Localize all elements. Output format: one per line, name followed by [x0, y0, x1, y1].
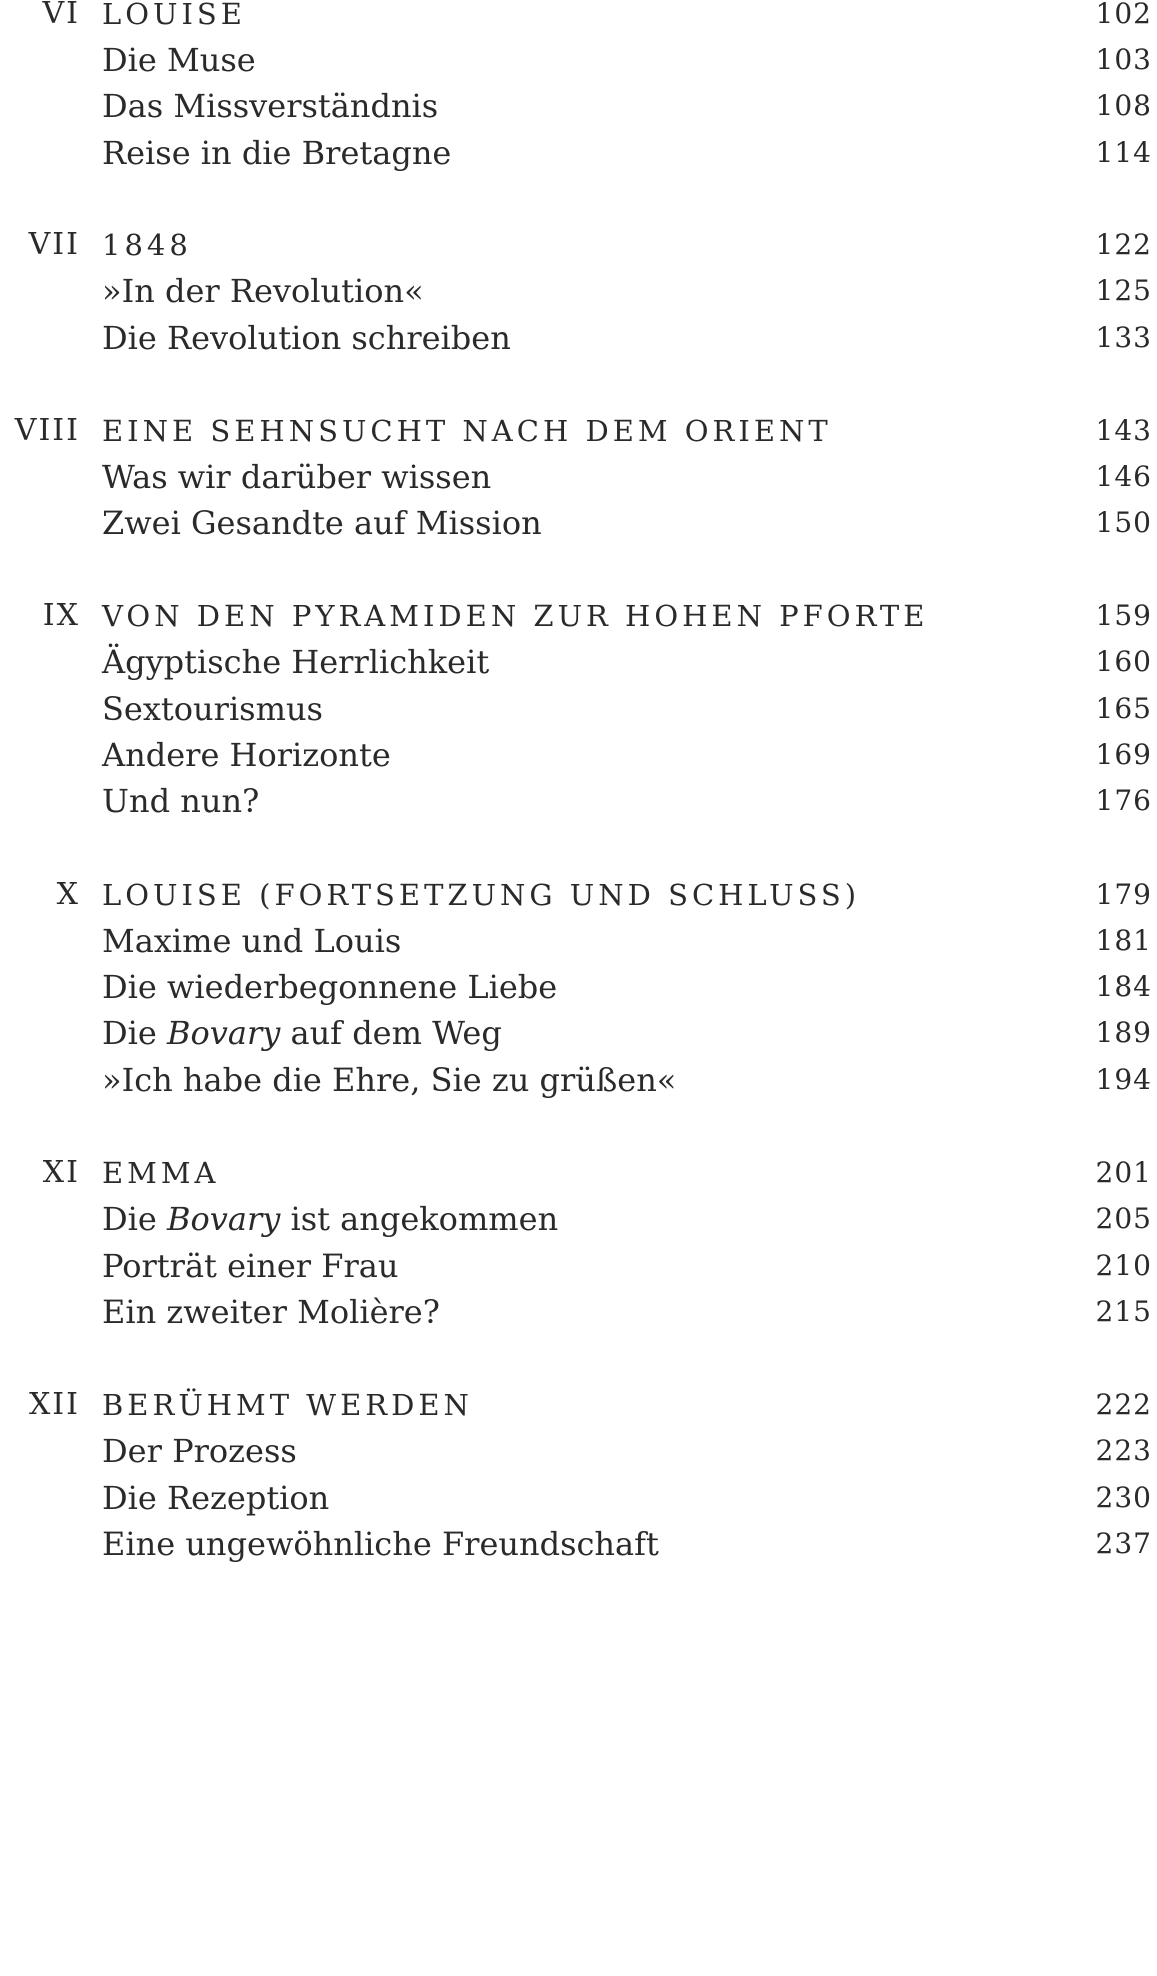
page-number: 159 — [1095, 599, 1152, 632]
page-number: 237 — [1095, 1527, 1152, 1560]
chapter-number: IX — [42, 598, 80, 633]
page-number: 215 — [1095, 1295, 1152, 1328]
section-row — [0, 493, 1157, 553]
section-title: Was wir darüber wissen — [102, 458, 492, 496]
section-title: Maxime und Louis — [102, 922, 402, 960]
section-title: Die Rezeption — [102, 1479, 330, 1517]
section-row — [0, 1050, 1157, 1110]
page-number: 150 — [1095, 506, 1152, 539]
page-number: 102 — [1095, 0, 1152, 30]
section-title: »Ich habe die Ehre, Sie zu grüßen« — [102, 1061, 677, 1099]
chapter-number: XII — [28, 1387, 80, 1422]
chapter-number: X — [56, 877, 80, 912]
chapter-number: XI — [42, 1155, 80, 1190]
section-title: Eine ungewöhnliche Freundschaft — [102, 1525, 659, 1563]
chapter-title: VON DEN PYRAMIDEN ZUR HOHEN PFORTE — [102, 599, 929, 633]
page-number: 176 — [1095, 784, 1152, 817]
page-number: 222 — [1095, 1388, 1152, 1421]
chapter-title: LOUISE (FORTSETZUNG UND SCHLUSS) — [102, 878, 861, 912]
section-row — [0, 771, 1157, 831]
page-number: 181 — [1095, 924, 1152, 957]
chapter-number: VIII — [14, 413, 80, 448]
section-title: Zwei Gesandte auf Mission — [102, 504, 542, 542]
page-number: 179 — [1095, 878, 1152, 911]
page-number: 114 — [1095, 136, 1152, 169]
section-title: Porträt einer Frau — [102, 1247, 399, 1285]
section-row — [0, 123, 1157, 183]
chapter-title: EMMA — [102, 1156, 220, 1190]
section-title: Das Missverständnis — [102, 87, 439, 125]
section-title: Die Bovary ist angekommen — [102, 1200, 559, 1238]
section-row — [0, 1282, 1157, 1342]
page-number: 210 — [1095, 1249, 1152, 1282]
page-number: 165 — [1095, 692, 1152, 725]
chapter-number: VII — [28, 227, 80, 262]
page-number: 230 — [1095, 1481, 1152, 1514]
chapter-title: BERÜHMT WERDEN — [102, 1388, 473, 1422]
page-number: 122 — [1095, 228, 1152, 261]
section-title: Und nun? — [102, 782, 260, 820]
section-title: Ägyptische Herrlichkeit — [102, 643, 490, 681]
chapter-title: EINE SEHNSUCHT NACH DEM ORIENT — [102, 414, 832, 448]
page-number: 223 — [1095, 1434, 1152, 1467]
page-number: 205 — [1095, 1202, 1152, 1235]
section-title: Reise in die Bretagne — [102, 134, 452, 172]
page-number: 189 — [1095, 1016, 1152, 1049]
page-number: 103 — [1095, 43, 1152, 76]
page-number: 125 — [1095, 274, 1152, 307]
page-number: 160 — [1095, 645, 1152, 678]
italic-title: Bovary — [167, 1014, 281, 1052]
section-row — [0, 1514, 1157, 1574]
section-title: Die Revolution schreiben — [102, 319, 511, 357]
page-number: 143 — [1095, 414, 1152, 447]
section-title: »In der Revolution« — [102, 272, 424, 310]
page-number: 194 — [1095, 1063, 1152, 1096]
page-number: 133 — [1095, 321, 1152, 354]
section-title: Die Muse — [102, 41, 256, 79]
page-number: 184 — [1095, 970, 1152, 1003]
page-number: 108 — [1095, 89, 1152, 122]
italic-title: Bovary — [167, 1200, 281, 1238]
chapter-title: LOUISE — [102, 0, 246, 31]
chapter-number: VI — [42, 0, 80, 31]
section-title: Der Prozess — [102, 1432, 297, 1470]
section-title: Die Bovary auf dem Weg — [102, 1014, 502, 1052]
section-title: Sextourismus — [102, 690, 323, 728]
page-number: 169 — [1095, 738, 1152, 771]
section-row — [0, 308, 1157, 368]
page-number: 146 — [1095, 460, 1152, 493]
section-title: Die wiederbegonnene Liebe — [102, 968, 558, 1006]
section-title: Ein zweiter Molière? — [102, 1293, 440, 1331]
section-title: Andere Horizonte — [102, 736, 391, 774]
chapter-title: 1848 — [102, 228, 192, 262]
page-number: 201 — [1095, 1156, 1152, 1189]
